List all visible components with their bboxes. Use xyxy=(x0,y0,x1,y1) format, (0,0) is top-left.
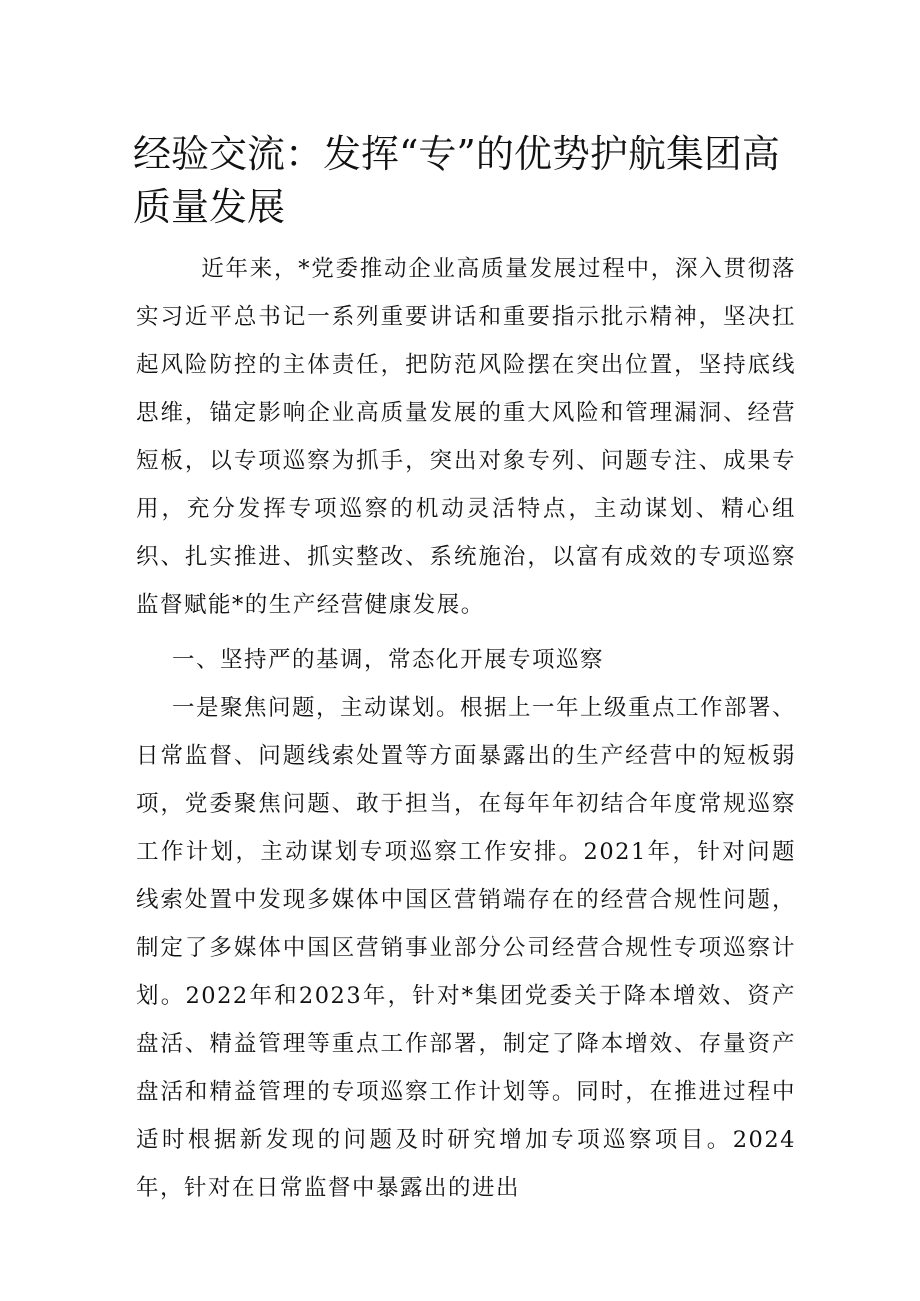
document-title: 经验交流：发挥“专”的优势护航集团高质量发展 xyxy=(133,132,780,229)
intro-paragraph: 近年来，*党委推动企业高质量发展过程中，深入贯彻落实习近平总书记一系列重要讲话和重要指示批示精神，坚决扛起风险防控的主体责任，把防范风险摆在突出位置，坚持底线思维，锚定影响企业高质量发展的重大风险和管理漏洞、经营短板，以专项巡察为抓手，突出对象专列、问题专注、成果专用，充分发挥专项巡察的机动灵活特点，主动谋划、精心组织、扎实推进、抓实整改、系统施治，以富有成效的专项巡察监督赋能*的生产经营健康发展。 xyxy=(136,256,796,618)
section-heading: 一、坚持严的基调，常态化开展专项巡察 xyxy=(172,647,605,673)
section-paragraph: 一是聚焦问题，主动谋划。根据上一年上级重点工作部署、日常监督、问题线索处置等方面暴露出的生产经营中的短板弱项，党委聚焦问题、敢于担当，在每年年初结合年度常规巡察工作计划，主动谋划专项巡察工作安排。2021年，针对问题线索处置中发现多媒体中国区营销端存在的经营合规性问题，制定了多媒体中国区营销事业部分公司经营合规性专项巡察计划。2022年和2023年，针对*集团党委关于降本增效、资产盘活、精益管理等重点工作部署，制定了降本增效、存量资产盘活和精益管理的专项巡察工作计划等。同时，在推进过程中适时根据新发现的问题及时研究增加专项巡察项目。2024年，针对在日常监督中暴露出的进出 xyxy=(136,695,797,1201)
